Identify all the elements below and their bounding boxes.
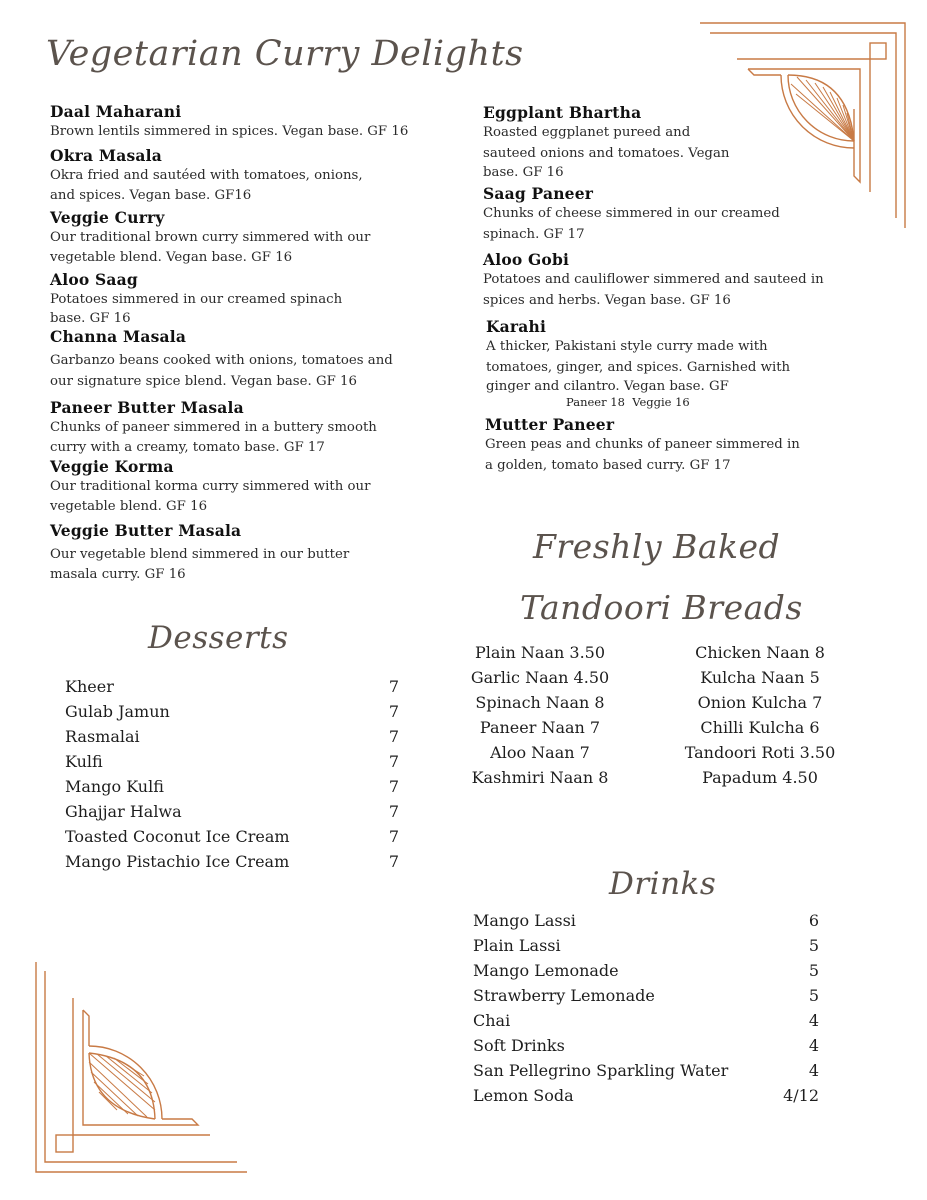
bread-item: Chicken Naan 8 xyxy=(695,643,825,662)
item-name: Gulab Jamun xyxy=(65,702,170,721)
item-description: masala curry. GF 16 xyxy=(50,567,186,582)
item-name: Mango Pistachio Ice Cream xyxy=(65,852,290,871)
menu-item xyxy=(483,250,873,311)
item-description: base. GF 16 xyxy=(50,311,131,326)
bread-item: Paneer Naan 7 xyxy=(479,718,601,737)
item-description: vegetable blend. GF 16 xyxy=(50,499,208,514)
menu-item xyxy=(50,208,470,269)
item-name: Mango Kulfi xyxy=(65,777,164,796)
curry-list-right xyxy=(483,103,873,476)
dessert-row xyxy=(65,674,399,699)
item-price: 6 xyxy=(808,911,819,930)
item-description: Chunks of cheese simmered in our creamed xyxy=(483,206,780,221)
item-description: Chunks of paneer simmered in a buttery smooth xyxy=(50,420,377,435)
item-name: Chai xyxy=(473,1011,511,1030)
item-description: base. GF 16 xyxy=(483,165,564,180)
corner-ornament-bottom-left-icon xyxy=(0,950,260,1200)
dessert-row xyxy=(65,799,399,824)
item-description: curry with a creamy, tomato base. GF 17 xyxy=(50,439,325,455)
item-description: and spices. Vegan base. GF16 xyxy=(50,188,252,203)
menu-item xyxy=(50,457,470,518)
item-name: Rasmalai xyxy=(65,727,140,746)
item-name: Mango Lassi xyxy=(473,911,576,930)
item-price: 5 xyxy=(808,961,819,980)
item-price: 7 xyxy=(388,727,399,746)
drink-row xyxy=(473,908,819,933)
menu-item xyxy=(483,184,873,245)
drinks-list xyxy=(473,908,819,1108)
drink-row xyxy=(473,933,819,958)
drink-row xyxy=(473,1058,819,1083)
item-name: Mutter Paneer xyxy=(485,415,615,434)
bread-item: Onion Kulcha 7 xyxy=(697,693,823,712)
item-name: Plain Lassi xyxy=(473,936,561,955)
item-description: sauteed onions and tomatoes. Vegan xyxy=(483,145,730,161)
drink-row xyxy=(473,958,819,983)
item-price: 7 xyxy=(388,852,399,871)
item-description: Our vegetable blend simmered in our butter xyxy=(50,546,350,562)
item-name: Karahi xyxy=(486,317,547,336)
dessert-row xyxy=(65,824,399,849)
item-description: Our traditional brown curry simmered with our xyxy=(50,229,371,245)
item-price: 4/12 xyxy=(783,1086,819,1105)
item-description: Brown lentils simmered in spices. Vegan base. GF 16 xyxy=(50,124,409,139)
item-name: Lemon Soda xyxy=(473,1086,574,1105)
item-price: 5 xyxy=(808,986,819,1005)
item-name: Kulfi xyxy=(65,752,103,771)
item-name: Paneer Butter Masala xyxy=(50,398,244,417)
drinks-section-title: Drinks xyxy=(609,866,717,902)
item-price-note: Paneer 18 Veggie 16 xyxy=(566,395,690,409)
item-description: spinach. GF 17 xyxy=(483,226,585,242)
curry-section-title: Vegetarian Curry Delights xyxy=(46,34,524,74)
item-description: tomatoes, ginger, and spices. Garnished with xyxy=(486,359,791,375)
bread-item: Papadum 4.50 xyxy=(702,768,818,787)
item-name: Daal Maharani xyxy=(50,102,182,121)
menu-item xyxy=(50,327,470,392)
item-price: 7 xyxy=(388,827,399,846)
bread-item: Spinach Naan 8 xyxy=(475,693,605,712)
item-price: 4 xyxy=(808,1061,819,1080)
bread-item: Kulcha Naan 5 xyxy=(700,668,820,687)
drink-row xyxy=(473,1083,819,1108)
menu-item xyxy=(483,415,873,476)
desserts-section-title: Desserts xyxy=(148,620,289,656)
item-price: 7 xyxy=(388,702,399,721)
breads-list-right xyxy=(670,640,850,790)
item-description: Okra fried and sautéed with tomatoes, onions, xyxy=(50,167,363,183)
dessert-row xyxy=(65,724,399,749)
item-name: Ghajjar Halwa xyxy=(65,802,182,821)
item-name: Okra Masala xyxy=(50,145,162,165)
breads-section-title-line1: Freshly Baked xyxy=(533,527,781,566)
item-description: ginger and cilantro. Vegan base. GF xyxy=(486,379,729,394)
item-description: A thicker, Pakistani style curry made with xyxy=(486,339,768,354)
dessert-row xyxy=(65,749,399,774)
item-description: Garbanzo beans cooked with onions, tomatoes and xyxy=(50,353,393,368)
item-name: Veggie Korma xyxy=(50,456,174,476)
item-price: 7 xyxy=(388,677,399,696)
item-price: 4 xyxy=(808,1011,819,1030)
breads-list-left xyxy=(455,640,625,790)
item-description: vegetable blend. Vegan base. GF 16 xyxy=(50,250,293,265)
item-name: Veggie Curry xyxy=(50,207,165,227)
drink-row xyxy=(473,983,819,1008)
dessert-row xyxy=(65,849,399,874)
item-name: Aloo Gobi xyxy=(483,250,570,269)
item-description: Roasted eggplanet pureed and xyxy=(483,125,691,140)
item-name: Eggplant Bhartha xyxy=(483,103,642,122)
item-price: 5 xyxy=(808,936,819,955)
bread-item: Tandoori Roti 3.50 xyxy=(684,743,836,762)
item-name: Channa Masala xyxy=(50,327,187,346)
menu-item xyxy=(50,398,470,457)
item-description: Green peas and chunks of paneer simmered in xyxy=(485,437,800,452)
item-description: Potatoes simmered in our creamed spinach xyxy=(50,291,343,307)
item-description: spices and herbs. Vegan base. GF 16 xyxy=(483,292,731,308)
curry-list-left xyxy=(50,102,470,586)
menu-item xyxy=(50,521,470,586)
bread-item: Chilli Kulcha 6 xyxy=(700,718,820,737)
item-price: 7 xyxy=(388,777,399,796)
drink-row xyxy=(473,1008,819,1033)
item-description: our signature spice blend. Vegan base. GF 16 xyxy=(50,373,357,389)
item-price: 7 xyxy=(388,752,399,771)
menu-item xyxy=(50,146,470,207)
item-description: Our traditional korma curry simmered with our xyxy=(50,478,371,494)
item-name: Toasted Coconut Ice Cream xyxy=(65,827,290,846)
item-name: Mango Lemonade xyxy=(473,961,619,980)
dessert-row xyxy=(65,774,399,799)
desserts-list xyxy=(65,674,399,874)
item-price: 7 xyxy=(388,802,399,821)
bread-item: Kashmiri Naan 8 xyxy=(471,768,609,787)
menu-item xyxy=(483,317,873,409)
dessert-row xyxy=(65,699,399,724)
menu-item xyxy=(483,103,873,182)
bread-item: Plain Naan 3.50 xyxy=(474,643,606,662)
drink-row xyxy=(473,1033,819,1058)
item-description: a golden, tomato based curry. GF 17 xyxy=(485,457,731,473)
item-name: Saag Paneer xyxy=(483,184,594,203)
breads-section-title-line2: Tandoori Breads xyxy=(520,588,803,627)
menu-item xyxy=(50,270,470,328)
item-name: Veggie Butter Masala xyxy=(50,520,242,540)
item-name: Strawberry Lemonade xyxy=(473,986,655,1005)
item-price: 4 xyxy=(808,1036,819,1055)
menu-item xyxy=(50,102,470,143)
item-name: Kheer xyxy=(65,677,114,696)
item-description: Potatoes and cauliflower simmered and sauteed in xyxy=(483,272,824,287)
bread-item: Aloo Naan 7 xyxy=(490,743,590,762)
bread-item: Garlic Naan 4.50 xyxy=(470,668,610,687)
item-name: Aloo Saag xyxy=(50,269,138,289)
item-name: San Pellegrino Sparkling Water xyxy=(473,1061,729,1080)
item-name: Soft Drinks xyxy=(473,1036,565,1055)
